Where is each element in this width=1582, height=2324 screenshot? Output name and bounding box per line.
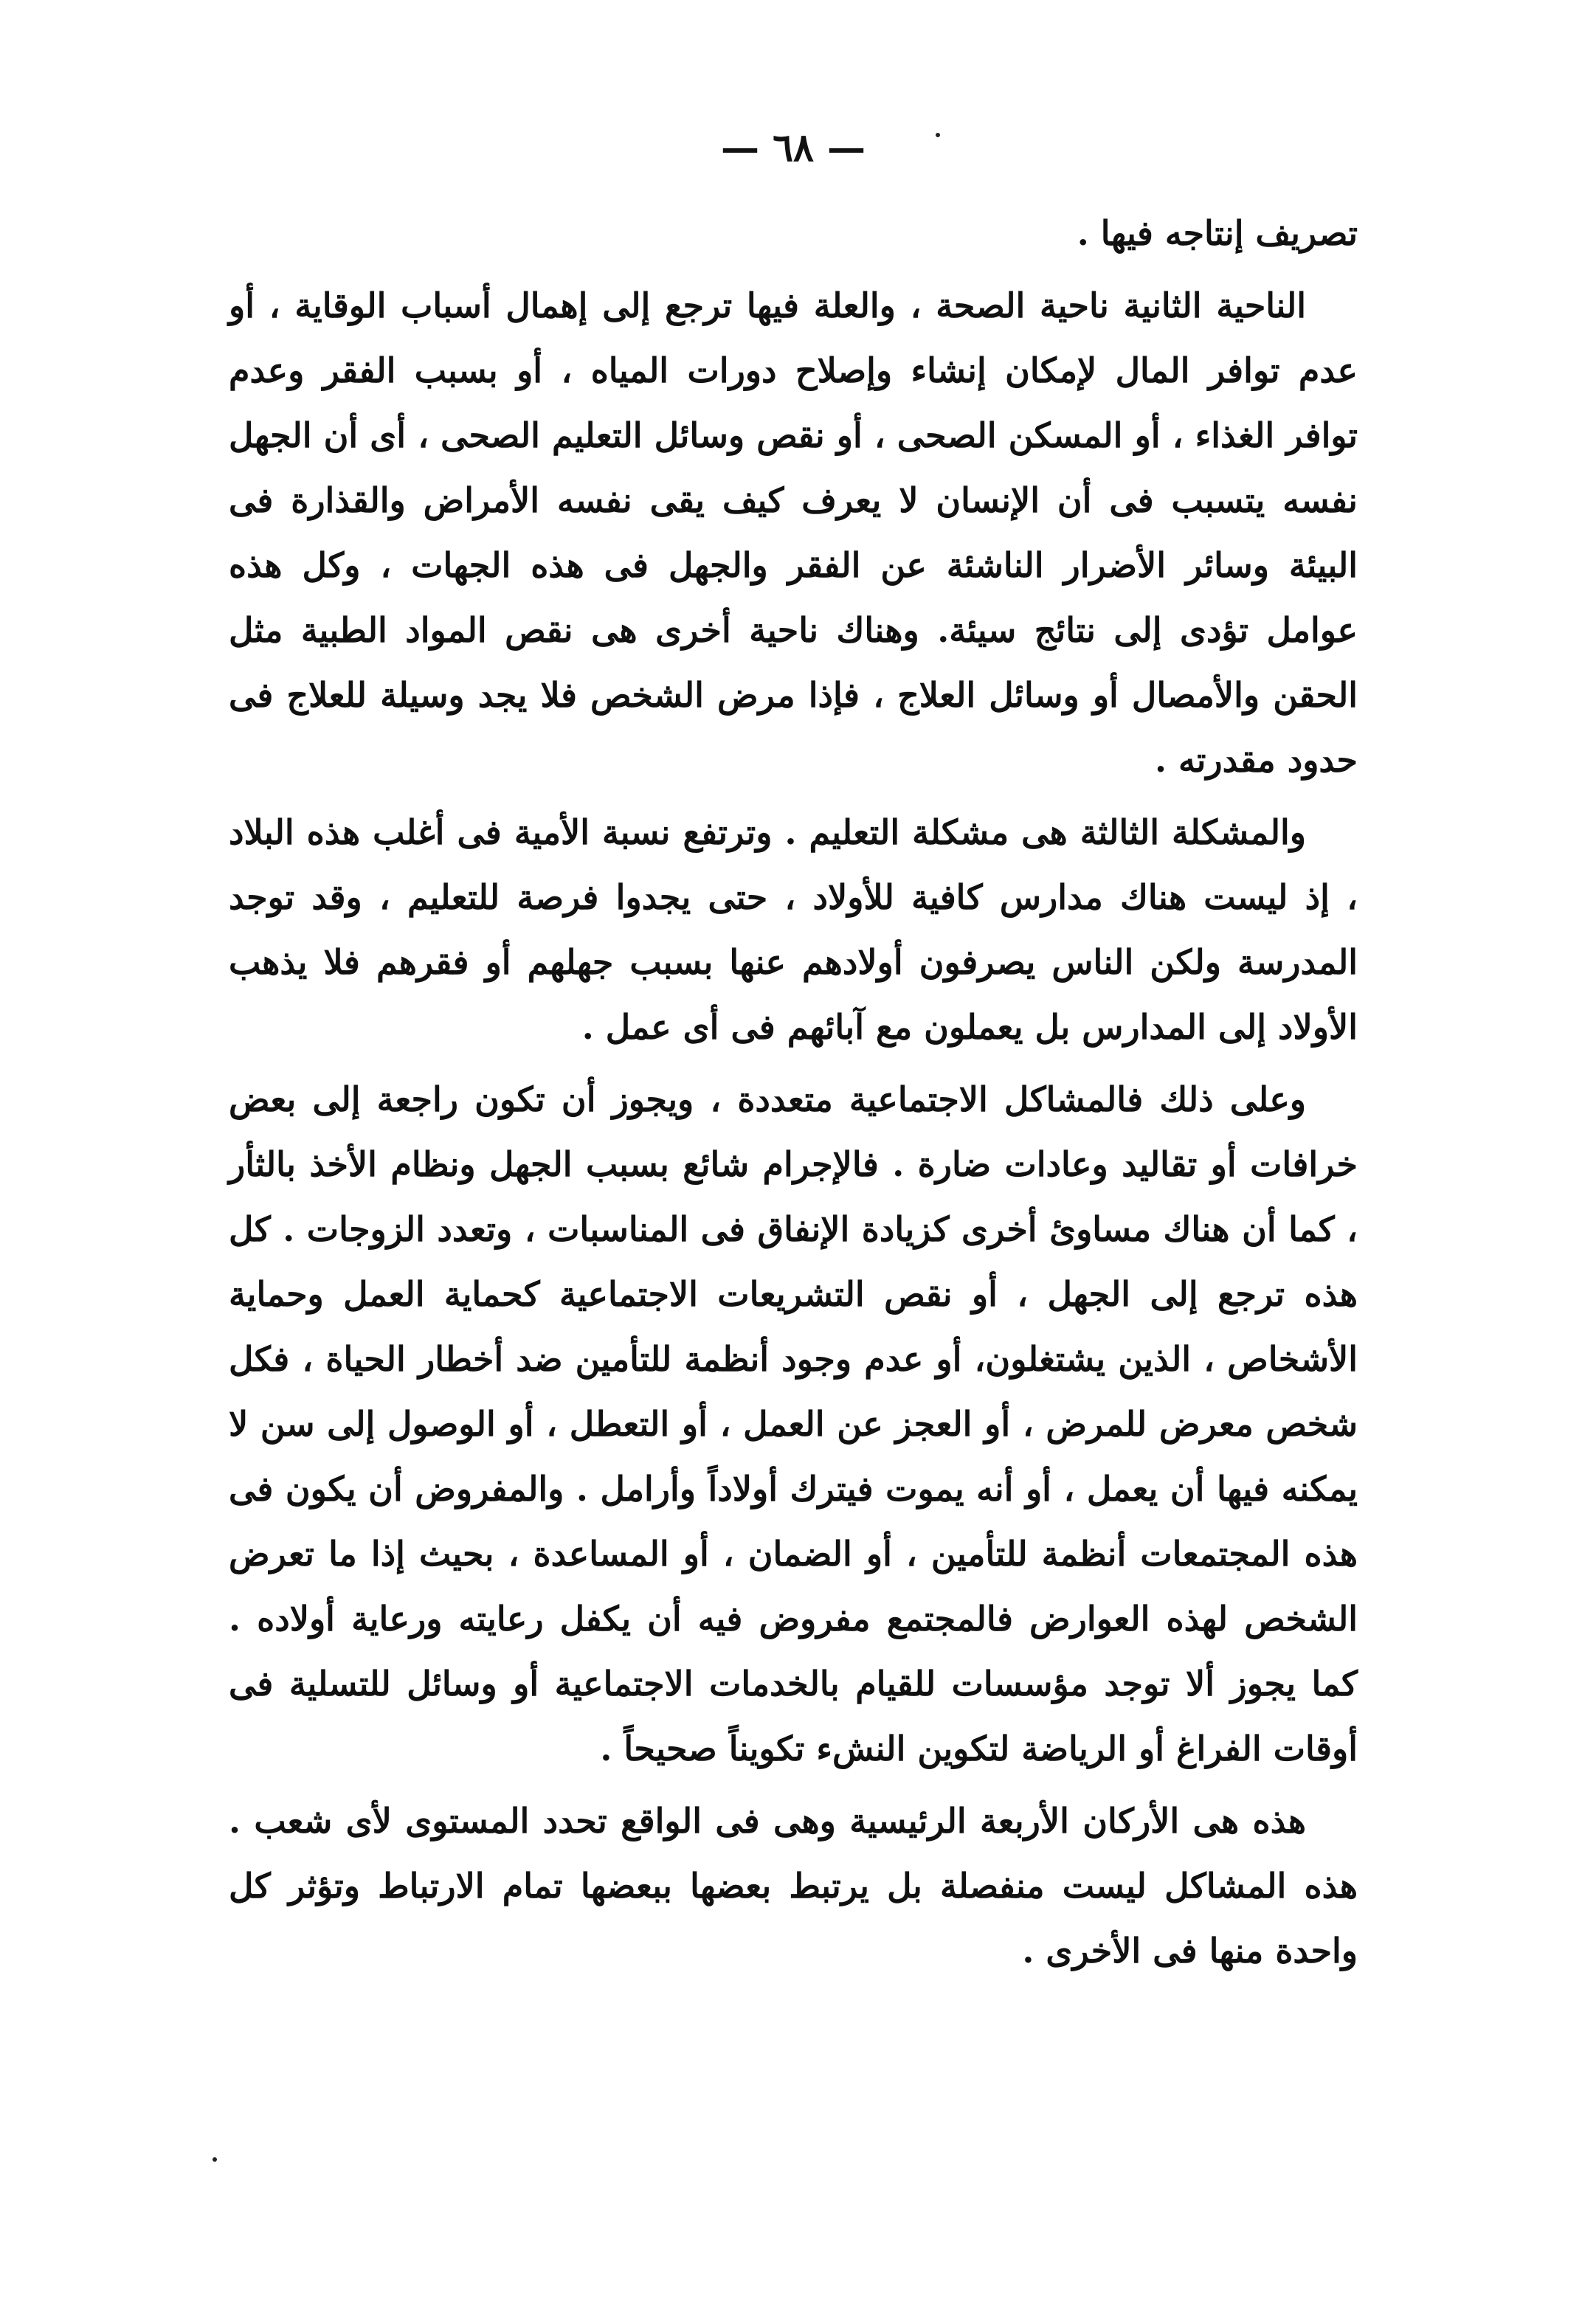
page-body [229, 125, 1358, 1991]
scan-speck [936, 133, 940, 137]
page-number: — ٦٨ — [720, 125, 866, 170]
paragraph-1: تصريف إنتاجه فيها . [1077, 213, 1358, 254]
paragraph-social-problems: وعلى ذلك فالمشاكل الاجتماعية متعددة ، ويجوز أن تكون راجعة إلى بعض خرافات أو تقاليد وعادات ضارة . فالإجرام شائع بسبب الجهل ونظام الأخذ بالثأر ، كما أن هناك مساوئ أخرى كزيادة الإنفاق فى المناسبات ، وتعدد الزوجات . كل هذه ترجع إلى الجهل ، أو نقص التشريعات الاجتماعية كحماية العمل وحماية الأشخاص ، الذين يشتغلون، أو عدم وجود أنظمة للتأمين ضد أخطار الحياة ، فكل شخص معرض للمرض ، أو العجز عن العمل ، أو التعطل ، أو الوصول إلى سن لا يمكنه فيها أن يعمل ، أو أنه يموت فيترك أولاداً وأرامل . والمفروض أن يكون فى هذه المجتمعات أنظمة للتأمين ، أو الضمان ، أو المساعدة ، بحيث إذا ما تعرض الشخص لهذه العوارض فالمجتمع مفروض فيه أن يكفل رعايته ورعاية أولاده . كما يجوز ألا توجد مؤسسات للقيام بالخدمات الاجتماعية أو وسائل للتسلية فى أوقات الفراغ أو الرياضة لتكوين النشء تكويناً صحيحاً . [229, 1079, 1358, 1769]
scan-speck [213, 2157, 217, 2162]
paragraph-health: الناحية الثانية ناحية الصحة ، والعلة فيها ترجع إلى إهمال أسباب الوقاية ، أو عدم توافر المال لإمكان إنشاء وإصلاح دورات المياه ، أو بسبب الفقر وعدم توافر الغذاء ، أو المسكن الصحى ، أو نقص وسائل التعليم الصحى ، أى أن الجهل نفسه يتسبب فى أن الإنسان لا يعرف كيف يقى نفسه الأمراض والقذارة فى البيئة وسائر الأضرار الناشئة عن الفقر والجهل فى هذه الجهات ، وكل هذه عوامل تؤدى إلى نتائج سيئة. وهناك ناحية أخرى هى نقص المواد الطبية مثل الحقن والأمصال أو وسائل العلاج ، فإذا مرض الشخص فلا يجد وسيلة للعلاج فى حدود مقدرته . [229, 286, 1358, 781]
paragraph-conclusion: هذه هى الأركان الأربعة الرئيسية وهى فى الواقع تحدد المستوى لأى شعب . هذه المشاكل ليست منفصلة بل يرتبط بعضها ببعضها تمام الارتباط وتؤثر كل واحدة منها فى الأخرى . [229, 1801, 1358, 1971]
paragraph-education: والمشكلة الثالثة هى مشكلة التعليم . وترتفع نسبة الأمية فى أغلب هذه البلاد ، إذ ليست هناك مدارس كافية للأولاد ، حتى يجدوا فرصة للتعليم ، وقد توجد المدرسة ولكن الناس يصرفون أولادهم عنها بسبب جهلهم أو فقرهم فلا يذهب الأولاد إلى المدارس بل يعملون مع آبائهم فى أى عمل . [229, 812, 1358, 1048]
